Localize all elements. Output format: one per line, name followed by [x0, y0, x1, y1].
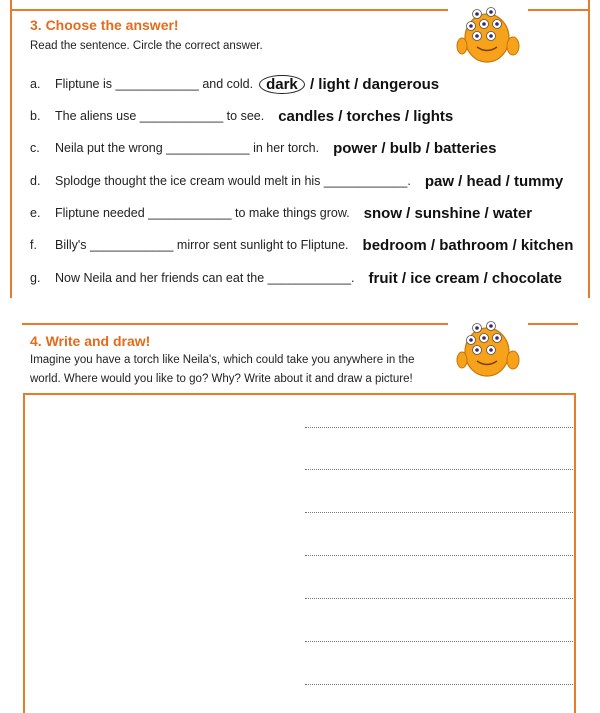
- question-row: [30, 72, 439, 96]
- question-row: [30, 233, 573, 257]
- writing-line[interactable]: [305, 512, 573, 513]
- right-border: [588, 0, 590, 298]
- question-letter: a.: [30, 77, 41, 91]
- writing-line[interactable]: [305, 469, 573, 470]
- question-letter: d.: [30, 174, 41, 188]
- writing-line[interactable]: [305, 555, 573, 556]
- orange-monster-icon: [451, 314, 523, 380]
- question-text: Neila put the wrong ____________ in her torch.: [55, 141, 320, 155]
- question-text: Splodge thought the ice cream would melt in his ____________.: [55, 174, 411, 188]
- question-row: [30, 266, 562, 290]
- question-text: Fliptune is ____________ and cold.: [55, 77, 254, 91]
- circled-answer[interactable]: dark: [259, 75, 305, 94]
- section3-top-rule-left: [10, 9, 448, 11]
- answer-options[interactable]: bedroom / bathroom / kitchen: [362, 236, 574, 254]
- question-letter: g.: [30, 271, 41, 285]
- writing-line[interactable]: [305, 598, 573, 599]
- section4-instruction: [30, 351, 414, 389]
- question-text: The aliens use ____________ to see.: [55, 109, 265, 123]
- orange-monster-icon: [451, 0, 523, 66]
- section4-top-rule-left: [22, 323, 448, 325]
- question-row: [30, 104, 453, 128]
- question-letter: f.: [30, 238, 37, 252]
- answer-options[interactable]: power / bulb / batteries: [333, 139, 497, 157]
- question-letter: b.: [30, 109, 41, 123]
- question-letter: c.: [30, 141, 40, 155]
- writing-line[interactable]: [305, 684, 573, 685]
- question-row: [30, 169, 563, 193]
- answer-options[interactable]: paw / head / tummy: [424, 172, 564, 190]
- left-border: [10, 0, 12, 298]
- section4-title: 4. Write and draw!: [30, 333, 151, 349]
- section4-top-rule-right: [528, 323, 578, 325]
- writing-line[interactable]: [305, 427, 573, 428]
- section3-top-rule-right: [528, 9, 590, 11]
- question-row: [30, 201, 532, 225]
- question-text: Billy's ____________ mirror sent sunlight to Fliptune.: [55, 238, 349, 252]
- answer-options[interactable]: candles / torches / lights: [278, 107, 454, 125]
- answer-options[interactable]: / light / dangerous: [309, 75, 440, 93]
- answer-options[interactable]: snow / sunshine / water: [363, 204, 533, 222]
- question-row: [30, 136, 496, 160]
- question-text: Now Neila and her friends can eat the ____________.: [55, 271, 355, 285]
- section3-title: 3. Choose the answer!: [30, 17, 179, 33]
- question-letter: e.: [30, 206, 41, 220]
- section4-instruction-line1: Imagine you have a torch like Neila's, which could take you anywhere in the: [30, 354, 415, 366]
- section3-instruction: Read the sentence. Circle the correct answer.: [30, 40, 263, 52]
- drawing-area[interactable]: [23, 393, 576, 713]
- answer-options[interactable]: fruit / ice cream / chocolate: [368, 269, 562, 287]
- question-text: Fliptune needed ____________ to make things grow.: [55, 206, 350, 220]
- section4-instruction-line2: world. Where would you like to go? Why? Write about it and draw a picture!: [30, 373, 413, 385]
- writing-line[interactable]: [305, 641, 573, 642]
